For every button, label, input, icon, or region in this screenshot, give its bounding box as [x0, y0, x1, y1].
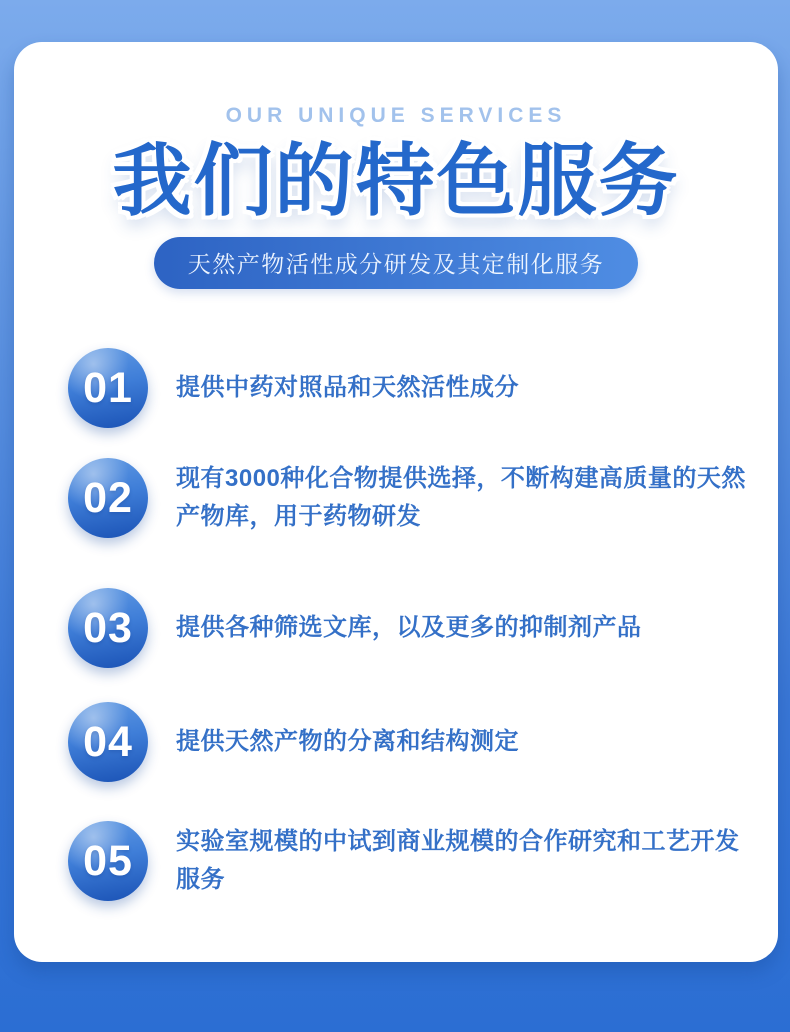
number-badge: 05 — [68, 821, 148, 901]
services-card — [14, 42, 778, 962]
subtitle-banner: 天然产物活性成分研发及其定制化服务 — [154, 237, 639, 289]
service-item-3 — [68, 588, 748, 668]
service-item-1 — [68, 348, 748, 428]
service-item-2 — [68, 458, 748, 538]
number-badge: 04 — [68, 702, 148, 782]
service-description: 提供各种筛选文库，以及更多的抑制剂产品 — [176, 613, 642, 641]
service-item-4 — [68, 702, 748, 782]
page-title: 我们的特色服务 — [112, 136, 680, 225]
number-badge: 01 — [68, 348, 148, 428]
number-badge: 02 — [68, 458, 148, 538]
service-description: 提供中药对照品和天然活性成分 — [176, 373, 519, 401]
service-description: 现有3000种化合物提供选择，不断构建高质量的天然产物库，用于药物研发 — [176, 464, 746, 530]
number-badge: 03 — [68, 588, 148, 668]
service-description: 提供天然产物的分离和结构测定 — [176, 727, 519, 755]
service-description: 实验室规模的中试到商业规模的合作研究和工艺开发服务 — [176, 827, 740, 893]
eyebrow-text: OUR UNIQUE SERVICES — [225, 104, 567, 127]
service-item-5 — [68, 821, 748, 901]
